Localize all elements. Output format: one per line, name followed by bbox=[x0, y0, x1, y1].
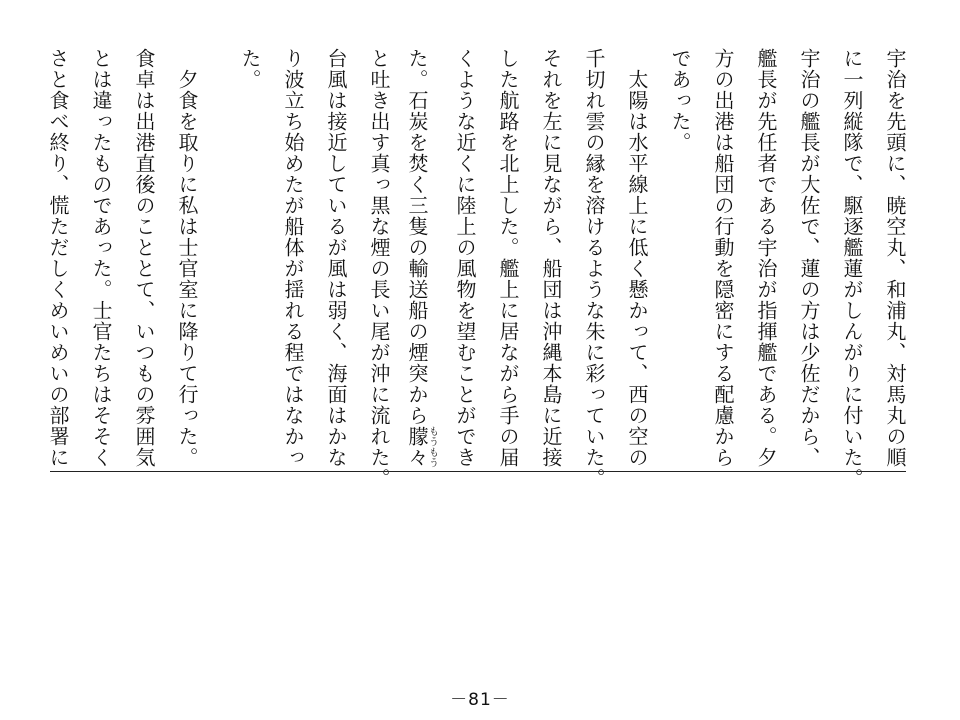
text-column: 宇治を先頭に、暁空丸、和浦丸、対馬丸の順 bbox=[883, 48, 907, 468]
text-column: た。 bbox=[238, 48, 262, 90]
ruby-annotation bbox=[405, 426, 438, 468]
text-column: さと食べ終り、慌ただしくめいめいの部署に bbox=[46, 48, 70, 468]
text-column: 太陽は水平線上に低く懸かって、西の空の bbox=[625, 48, 649, 468]
horizontal-rule bbox=[50, 471, 906, 472]
text-column bbox=[407, 48, 437, 468]
text-column: と吐き出す真っ黒な煙の長い尾が沖に流れた。 bbox=[367, 48, 391, 489]
text-column: 台風は接近しているが風は弱く、海面はかな bbox=[324, 48, 348, 468]
text-column: した航路を北上した。艦上に居ながら手の届 bbox=[496, 48, 520, 468]
text-column: とは違ったものであった。士官たちはそそく bbox=[89, 48, 113, 468]
text-column: り波立ち始めたが船体が揺れる程ではなかっ bbox=[281, 48, 305, 468]
page-number: －81－ bbox=[450, 690, 510, 710]
text-column: に一列縦隊で、駆逐艦蓮がしんがりに付いた。 bbox=[840, 48, 864, 489]
text-column: 方の出港は船団の行動を隠密にする配慮から bbox=[711, 48, 735, 468]
ruby-reading: もうもう bbox=[426, 426, 438, 468]
text-column-segment: た。石炭を焚く三隻の輸送船の煙突から bbox=[405, 48, 429, 426]
text-column: くような近くに陸上の風物を望むことができ bbox=[453, 48, 477, 468]
text-column: 千切れ雲の縁を溶けるような朱に彩っていた。 bbox=[582, 48, 606, 489]
text-column: 食卓は出港直後のこととて、いつもの雰囲気 bbox=[132, 48, 156, 468]
text-column: であった。 bbox=[668, 48, 692, 153]
text-column: それを左に見ながら、船団は沖縄本島に近接 bbox=[539, 48, 563, 468]
text-column: 艦長が先任者である宇治が指揮艦である。夕 bbox=[754, 48, 778, 468]
ruby-base: 朦々 bbox=[405, 426, 429, 468]
text-column: 宇治の艦長が大佐で、蓮の方は少佐だから、 bbox=[797, 48, 821, 468]
text-column: 夕食を取りに私は士官室に降りて行った。 bbox=[175, 48, 199, 468]
